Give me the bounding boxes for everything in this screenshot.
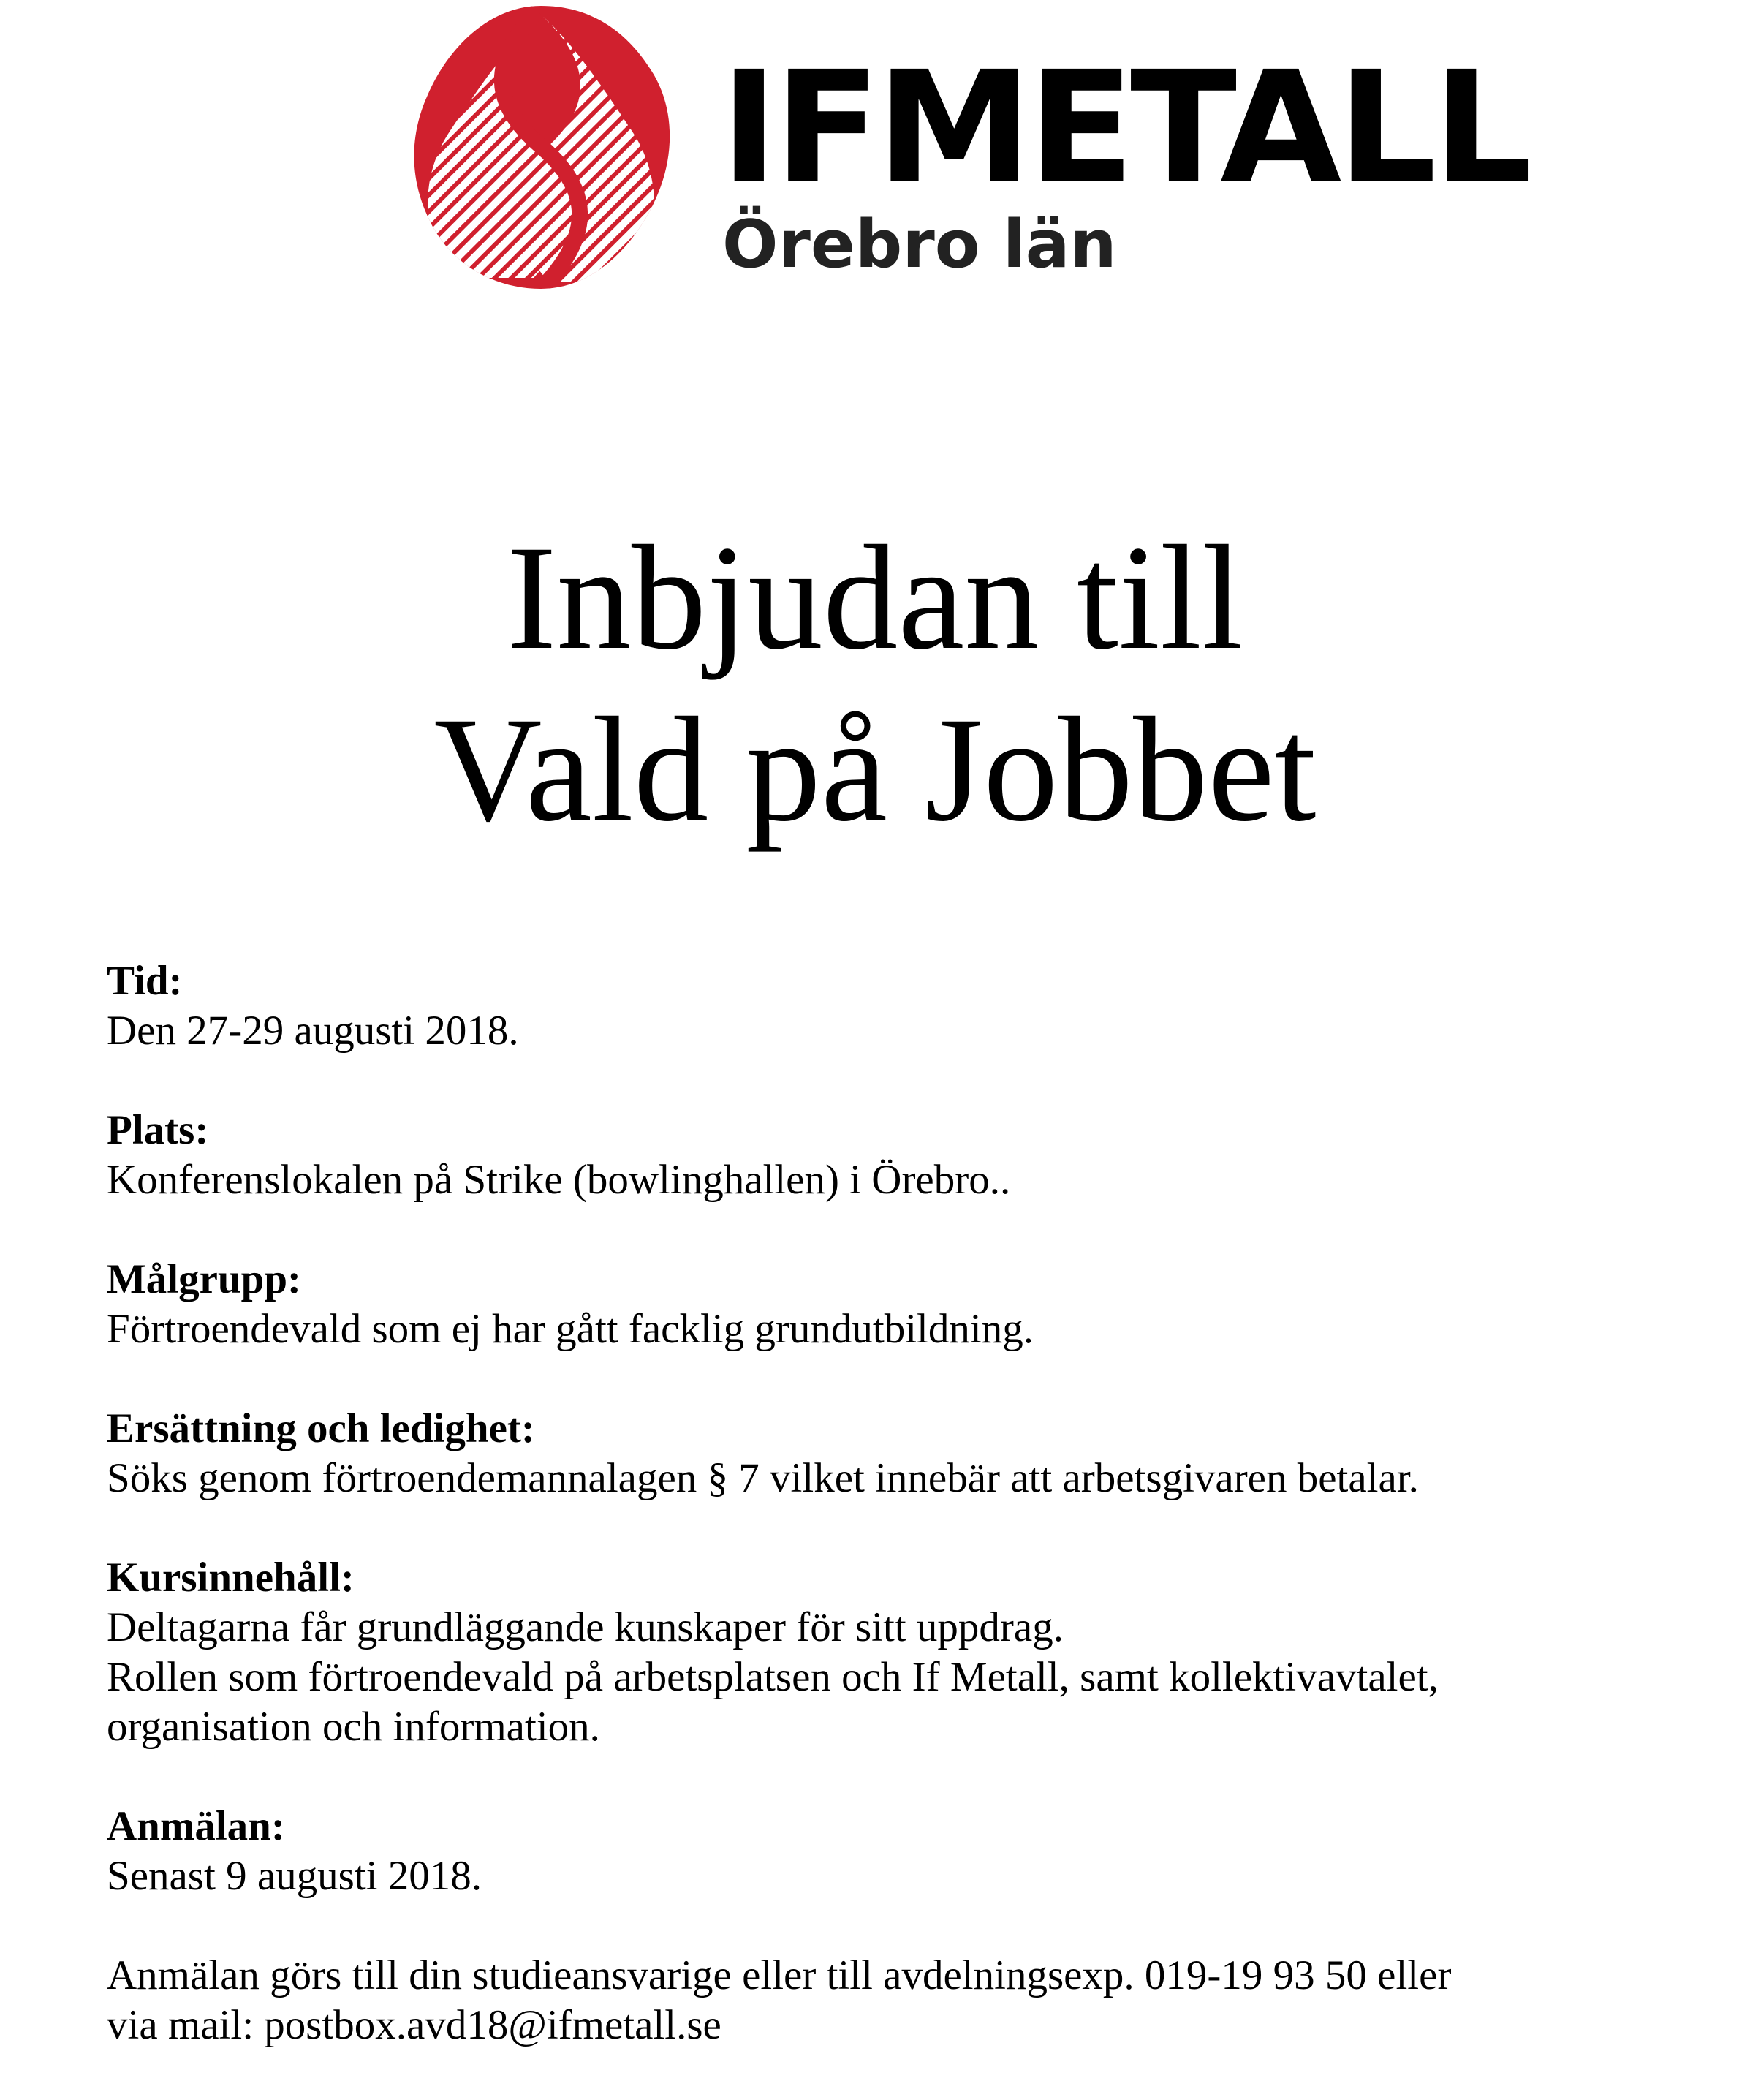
contact-info: [107, 1951, 1678, 2050]
section-text: Konferenslokalen på Strike (bowlinghallen) i Örebro..: [107, 1157, 1011, 1203]
section-text: Den 27-29 augusti 2018.: [107, 1008, 519, 1054]
page-title: [0, 512, 1750, 856]
section-malgrupp: [107, 1255, 1678, 1354]
title-line-2: Vald på Jobbet: [433, 687, 1317, 853]
section-anmalan: [107, 1802, 1678, 1901]
brand-name: IFMETALL: [720, 38, 1528, 217]
brand-region: Örebro län: [722, 206, 1117, 283]
contact-email: via mail: postbox.avd18@ifmetall.se: [107, 2002, 721, 2048]
invitation-body: [107, 956, 1678, 2100]
section-plats: [107, 1106, 1678, 1205]
section-text: organisation och information.: [107, 1704, 600, 1750]
section-heading: Målgrupp:: [107, 1256, 302, 1302]
section-tid: [107, 956, 1678, 1056]
section-heading: Kursinnehåll:: [107, 1555, 355, 1601]
section-text: Deltagarna får grundläggande kunskaper för sitt uppdrag.: [107, 1604, 1064, 1650]
section-text: Rollen som förtroendevald på arbetsplatsen och If Metall, samt kollektivavtalet,: [107, 1654, 1439, 1700]
section-kursinnehall: [107, 1553, 1678, 1752]
section-ersattning: [107, 1404, 1678, 1503]
title-line-1: Inbjudan till: [507, 515, 1243, 681]
section-heading: Tid:: [107, 958, 183, 1004]
if-metall-emblem-icon: [406, 0, 676, 292]
section-heading: Plats:: [107, 1107, 209, 1153]
section-text: Söks genom förtroendemannalagen § 7 vilket innebär att arbetsgivaren betalar.: [107, 1455, 1419, 1501]
if-metall-logo: [406, 0, 1528, 300]
section-text: Förtroendevald som ej har gått facklig grundutbildning.: [107, 1306, 1034, 1352]
contact-line: Anmälan görs till din studieansvarige eller till avdelningsexp. 019-19 93 50 eller: [107, 1952, 1452, 1998]
section-heading: Anmälan:: [107, 1803, 285, 1849]
section-text: Senast 9 augusti 2018.: [107, 1853, 482, 1899]
section-heading: Ersättning och ledighet:: [107, 1405, 535, 1451]
